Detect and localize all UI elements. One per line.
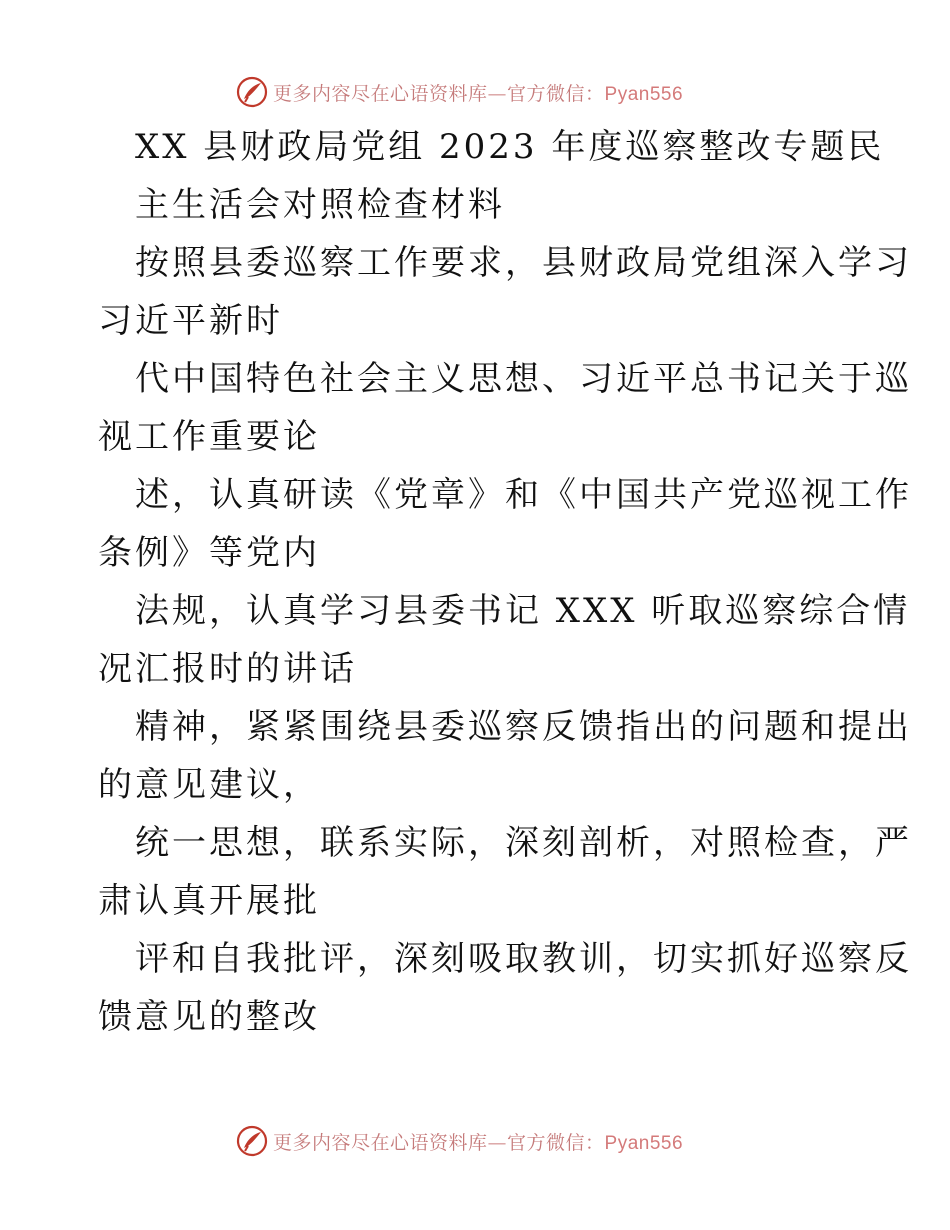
paragraph-line: 代中国特色社会主义思想、习近平总书记关于巡 xyxy=(135,359,912,399)
paragraph-line: 视工作重要论 xyxy=(98,417,320,457)
paragraph-line: 精神，紧紧围绕县委巡察反馈指出的问题和提出 xyxy=(135,707,912,747)
paragraph-line: 按照县委巡察工作要求，县财政局党组深入学习 xyxy=(135,243,912,283)
banner-separator: — xyxy=(487,82,508,105)
brand-logo-icon xyxy=(235,1124,269,1158)
paragraph-line: 述，认真研读《党章》和《中国共产党巡视工作 xyxy=(135,475,912,515)
paragraph-line: 况汇报时的讲话 xyxy=(98,649,357,689)
banner-wechat-id: Pyan556 xyxy=(604,1132,684,1154)
paragraph-line: 习近平新时 xyxy=(98,301,283,341)
paragraph-line: 馈意见的整改 xyxy=(98,997,320,1037)
banner-separator: — xyxy=(487,1131,508,1154)
banner-text xyxy=(273,79,683,106)
paragraph-line: 的意见建议， xyxy=(98,765,320,805)
paragraph-line: 肃认真开展批 xyxy=(98,881,320,921)
document-title-line-1: XX 县财政局党组 2023 年度巡察整改专题民 xyxy=(135,127,885,167)
footer-watermark-banner xyxy=(0,1121,950,1161)
banner-text xyxy=(273,1128,683,1155)
banner-wechat-id: Pyan556 xyxy=(604,83,684,105)
header-watermark-banner xyxy=(0,72,950,112)
banner-main-text: 更多内容尽在心语资料库 xyxy=(273,1131,488,1154)
brand-logo-icon xyxy=(235,75,269,109)
document-title-line-2: 主生活会对照检查材料 xyxy=(135,185,505,225)
banner-wechat-label: 官方微信： xyxy=(507,1131,605,1154)
banner-main-text: 更多内容尽在心语资料库 xyxy=(273,82,488,105)
paragraph-line: 统一思想，联系实际，深刻剖析，对照检查，严 xyxy=(135,823,912,863)
paragraph-line: 评和自我批评，深刻吸取教训，切实抓好巡察反 xyxy=(135,939,912,979)
banner-wechat-label: 官方微信： xyxy=(507,82,605,105)
paragraph-line: 法规，认真学习县委书记 XXX 听取巡察综合情 xyxy=(135,591,911,631)
paragraph-line: 条例》等党内 xyxy=(98,533,320,573)
